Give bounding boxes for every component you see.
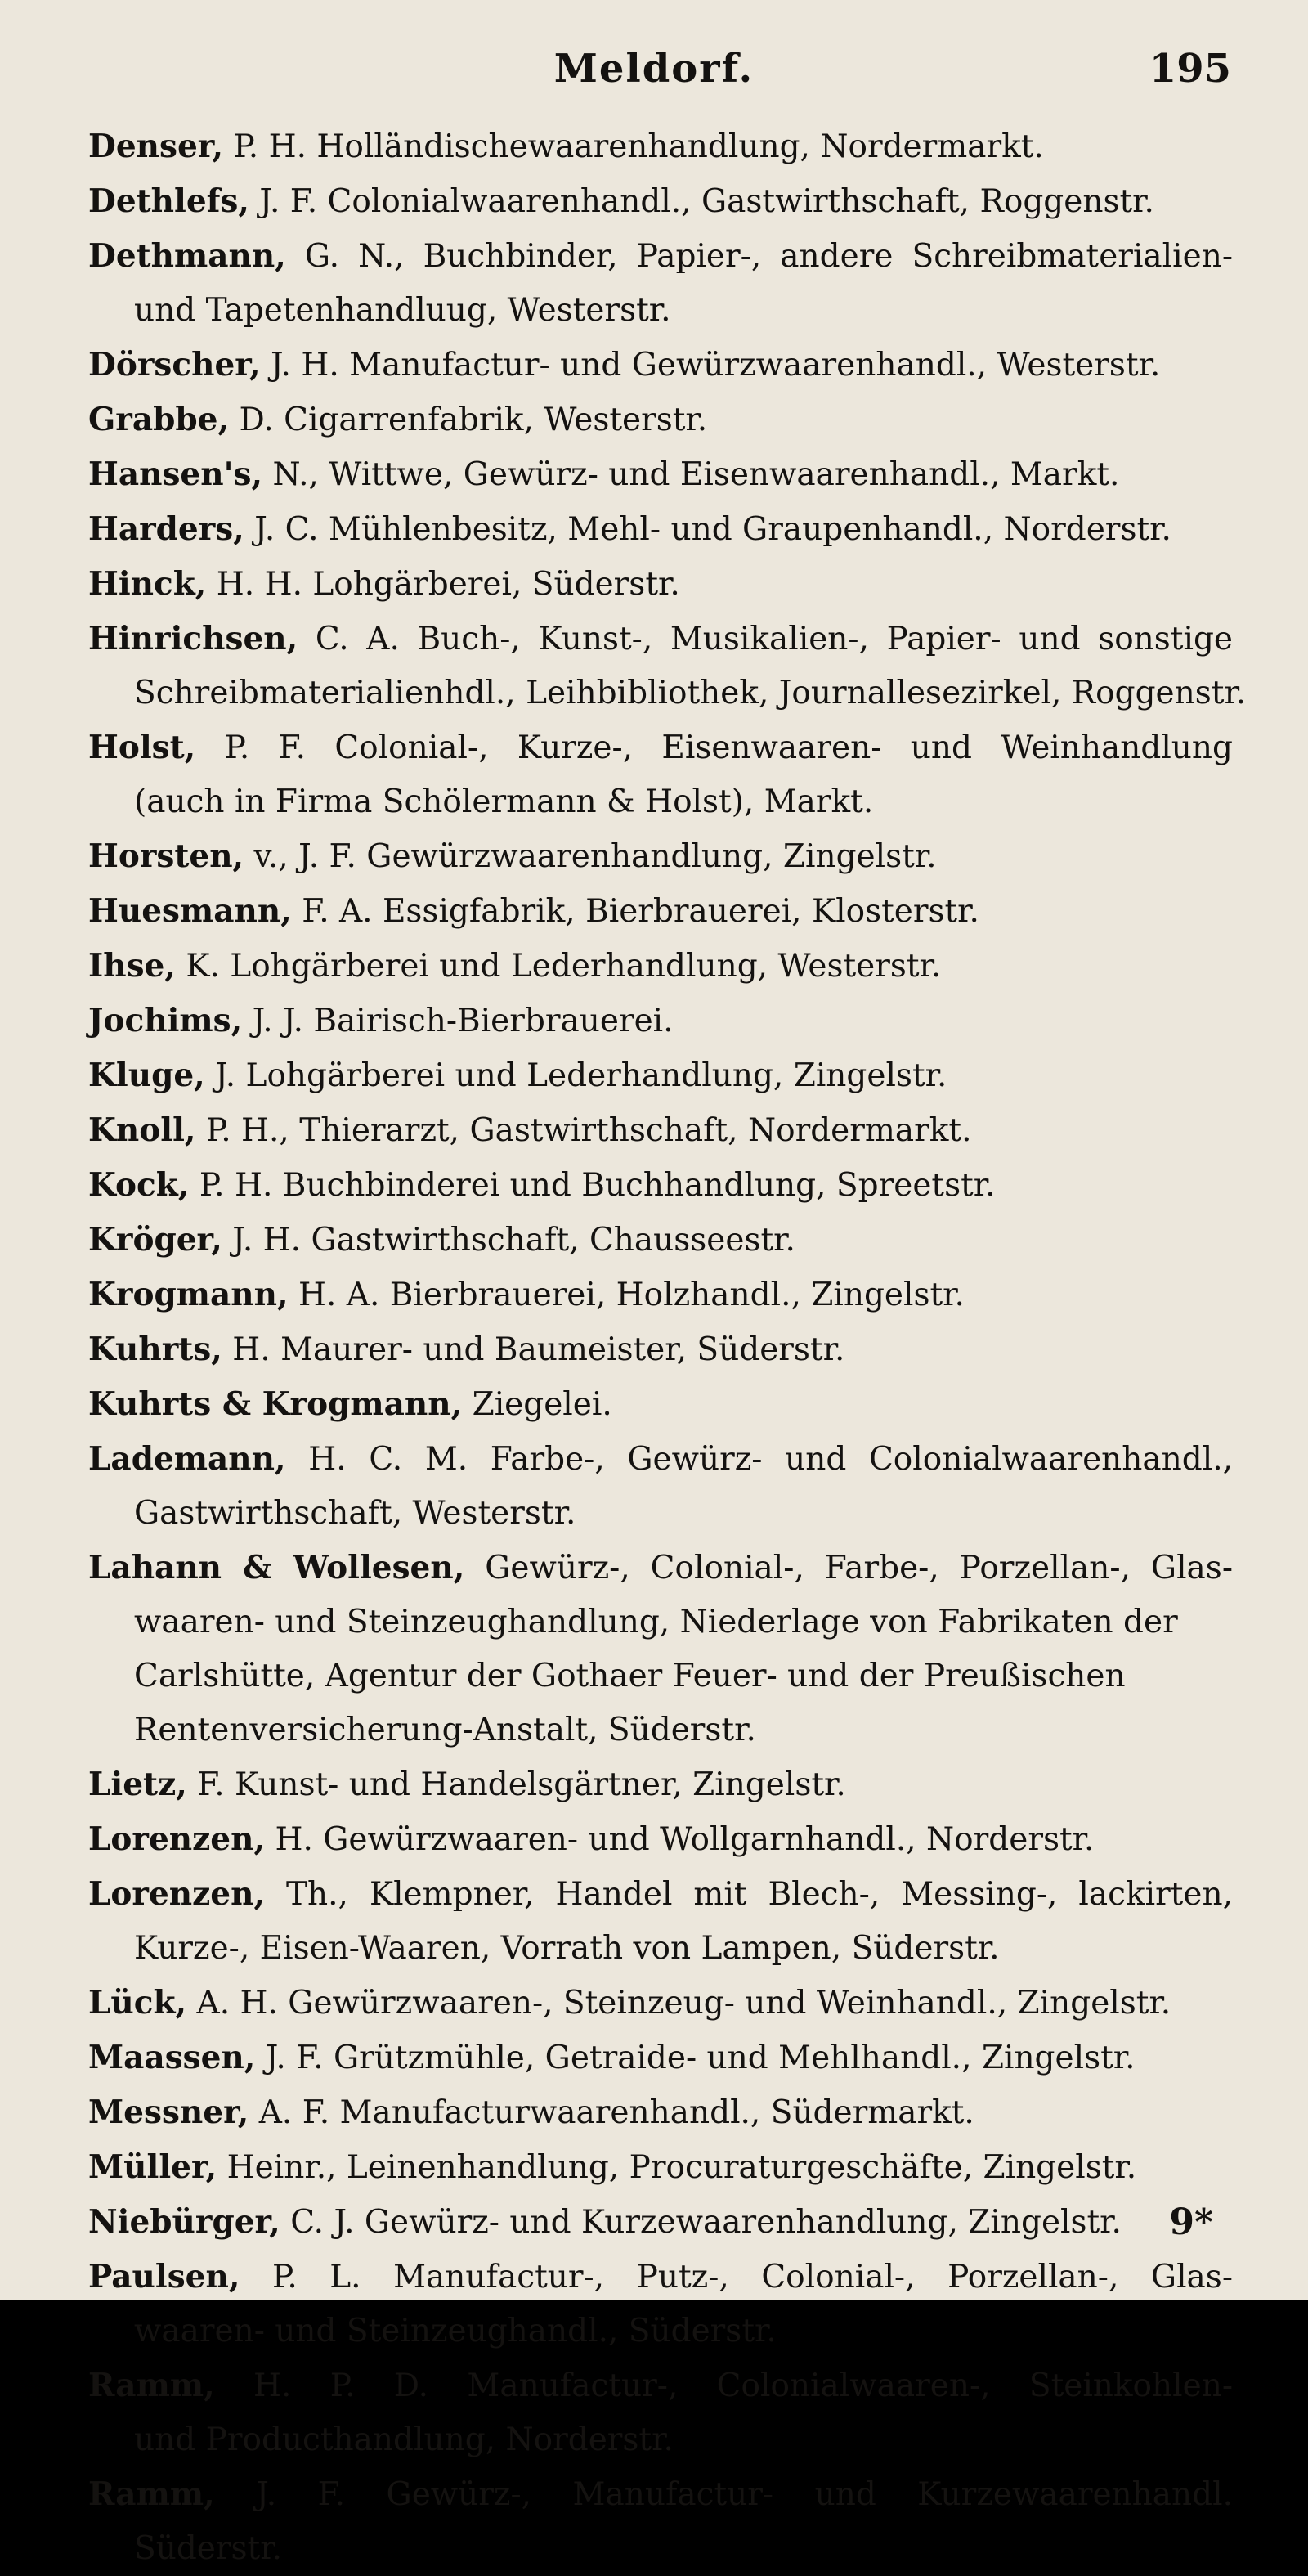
- entry-first-line: [88, 1103, 1233, 1158]
- entry-description: J. Lohgärberei und Lederhandlung, Zingelstr.: [215, 1057, 947, 1094]
- page-header: [0, 46, 1308, 103]
- entry-first-line: [88, 1867, 1233, 1922]
- entry-continuation-line: Schreibmaterialienhdl., Leihbibliothek, Journallesezirkel, Roggenstr.: [134, 675, 1247, 711]
- entry-description: C. J. Gewürz- und Kurzewaarenhandlung, Zingelstr.: [290, 2204, 1122, 2241]
- entry-description: A. F. Manufacturwaarenhandl., Südermarkt.: [258, 2094, 974, 2131]
- directory-entry: [88, 1432, 1233, 1541]
- directory-entry: [88, 2140, 1233, 2195]
- directory-entry: [88, 2085, 1233, 2140]
- directory-entry: [88, 2250, 1233, 2358]
- entry-first-line: [88, 1757, 1233, 1812]
- entry-description: Th., Klempner, Handel mit Blech-, Messing-, lackirten,: [286, 1876, 1233, 1913]
- entry-continuation-line: Carlshütte, Agentur der Gothaer Feuer- und der Preußischen: [134, 1658, 1126, 1694]
- directory-entry: [88, 1867, 1233, 1976]
- directory-entry: [88, 393, 1233, 447]
- entry-description: C. A. Buch-, Kunst-, Musikalien-, Papier- und sonstige: [315, 621, 1233, 657]
- directory-entry: [88, 1757, 1233, 1812]
- entry-name: Müller,: [88, 2148, 217, 2186]
- entry-description: v., J. F. Gewürzwaarenhandlung, Zingelstr.: [253, 838, 937, 875]
- directory-entry: [88, 2031, 1233, 2085]
- entry-first-line: [88, 1213, 1233, 1268]
- entry-description: H. A. Bierbrauerei, Holzhandl., Zingelstr.: [298, 1277, 965, 1313]
- entry-name: Lademann,: [88, 1440, 286, 1478]
- entry-description: H. C. M. Farbe-, Gewürz- und Colonialwaarenhandl.,: [308, 1441, 1233, 1478]
- entry-name: Lahann & Wollesen,: [88, 1549, 465, 1586]
- entry-continuation-line: und Tapetenhandluug, Westerstr.: [134, 292, 671, 329]
- entry-first-line: [88, 1812, 1233, 1867]
- entry-name: Kluge,: [88, 1057, 205, 1094]
- entry-description: J. H. Manufactur- und Gewürzwaarenhandl., Westerstr.: [270, 347, 1161, 384]
- entry-name: Paulsen,: [88, 2258, 240, 2296]
- entry-continuation-line: Gastwirthschaft, Westerstr.: [134, 1495, 576, 1532]
- entry-description: Gewürz-, Colonial-, Farbe-, Porzellan-, Glas-: [485, 1550, 1233, 1586]
- directory-entry: [88, 119, 1233, 174]
- entry-first-line: [88, 1976, 1233, 2031]
- entry-first-line: [88, 884, 1233, 939]
- entry-name: Dethmann,: [88, 237, 286, 275]
- directory-entry: [88, 1377, 1233, 1432]
- entry-name: Dethlefs,: [88, 182, 249, 220]
- directory-entry: [88, 1541, 1233, 1757]
- entry-name: Harders,: [88, 510, 244, 548]
- entry-description: H. Maurer- und Baumeister, Süderstr.: [232, 1331, 845, 1368]
- entry-first-line: [88, 229, 1233, 284]
- directory-entry: [88, 1213, 1233, 1268]
- directory-entry: [88, 720, 1233, 829]
- entry-description: H. Gewürzwaaren- und Wollgarnhandl., Norderstr.: [275, 1821, 1095, 1858]
- entry-description: J. F. Grützmühle, Getraide- und Mehlhandl., Zingelstr.: [265, 2040, 1136, 2076]
- directory-entry: [88, 338, 1233, 393]
- signature-mark: 9*: [1169, 2201, 1213, 2243]
- entry-description: H. P. D. Manufactur-, Colonialwaaren-, Steinkohlen-: [253, 2367, 1234, 2404]
- directory-entry: [88, 1158, 1233, 1213]
- directory-entry: [88, 2358, 1233, 2467]
- entry-first-line: [88, 1158, 1233, 1213]
- entry-description: P. H. Holländischewaarenhandlung, Nordermarkt.: [233, 128, 1044, 165]
- directory-entry: [88, 829, 1233, 884]
- entry-continuation-line: und Producthandlung, Norderstr.: [134, 2421, 674, 2458]
- entry-description: D. Cigarrenfabrik, Westerstr.: [239, 402, 708, 438]
- entry-name: Grabbe,: [88, 401, 230, 438]
- entry-first-line: [88, 1048, 1233, 1103]
- entry-first-line: [88, 1377, 1233, 1432]
- entry-name: Horsten,: [88, 837, 244, 875]
- entry-continuation-line: Kurze-, Eisen-Waaren, Vorrath von Lampen, Süderstr.: [134, 1930, 1000, 1967]
- entry-description: P. H. Buchbinderei und Buchhandlung, Spreetstr.: [199, 1167, 996, 1204]
- entry-description: J. H. Gastwirthschaft, Chausseestr.: [232, 1222, 795, 1259]
- entry-first-line: [88, 119, 1233, 174]
- entry-name: Kuhrts,: [88, 1331, 222, 1368]
- page-number: 195: [1149, 46, 1231, 92]
- entry-description: J. C. Mühlenbesitz, Mehl- und Graupenhandl., Norderstr.: [254, 511, 1171, 548]
- entry-name: Kuhrts & Krogmann,: [88, 1385, 463, 1423]
- entry-first-line: [88, 1432, 1233, 1487]
- entry-name: Kröger,: [88, 1221, 222, 1259]
- entry-description: Heinr., Leinenhandlung, Procuraturgeschäfte, Zingelstr.: [226, 2149, 1137, 2186]
- entry-description: F. Kunst- und Handelsgärtner, Zingelstr.: [197, 1766, 846, 1803]
- directory-entry: [88, 502, 1233, 557]
- directory-entry: [88, 1322, 1233, 1377]
- entry-name: Huesmann,: [88, 892, 292, 930]
- entry-description: A. H. Gewürzwaaren-, Steinzeug- und Weinhandl., Zingelstr.: [196, 1985, 1171, 2022]
- entry-description: J. F. Colonialwaarenhandl., Gastwirthschaft, Roggenstr.: [259, 183, 1154, 220]
- entry-first-line: [88, 393, 1233, 447]
- directory-entry: [88, 447, 1233, 502]
- entry-description: F. A. Essigfabrik, Bierbrauerei, Klosterstr.: [302, 893, 979, 930]
- entry-first-line: [88, 174, 1233, 229]
- entry-name: Dörscher,: [88, 346, 261, 384]
- directory-entry: [88, 1812, 1233, 1867]
- entry-name: Niebürger,: [88, 2203, 280, 2241]
- entry-first-line: [88, 1268, 1233, 1322]
- entry-name: Kock,: [88, 1166, 190, 1204]
- entry-name: Ramm,: [88, 2367, 215, 2404]
- entry-name: Hansen's,: [88, 456, 263, 493]
- entry-continuation-line: waaren- und Steinzeughandl., Süderstr.: [134, 2313, 777, 2349]
- entry-name: Knoll,: [88, 1111, 196, 1149]
- entry-name: Maassen,: [88, 2039, 256, 2076]
- entry-description: G. N., Buchbinder, Papier-, andere Schreibmaterialien-: [304, 238, 1233, 275]
- entry-name: Jochims,: [88, 1002, 243, 1039]
- entry-first-line: [88, 2140, 1233, 2195]
- entry-name: Lück,: [88, 1984, 187, 2022]
- entry-description: J. F. Gewürz-, Manufactur- und Kurzewaarenhandl.: [256, 2476, 1233, 2513]
- entry-description: Ziegelei.: [472, 1386, 612, 1423]
- directory-entry: [88, 2467, 1233, 2576]
- entry-first-line: [88, 557, 1233, 612]
- entry-first-line: [88, 994, 1233, 1048]
- entry-description: H. H. Lohgärberei, Süderstr.: [216, 566, 680, 603]
- entry-description: P. L. Manufactur-, Putz-, Colonial-, Porzellan-, Glas-: [271, 2259, 1233, 2296]
- entry-description: P. F. Colonial-, Kurze-, Eisenwaaren- und Weinhandlung: [224, 729, 1233, 766]
- entry-first-line: [88, 2250, 1233, 2304]
- entry-name: Lietz,: [88, 1766, 187, 1803]
- entry-first-line: [88, 2467, 1233, 2522]
- directory-entry: [88, 2195, 1233, 2250]
- directory-entry: [88, 174, 1233, 229]
- entry-description: N., Wittwe, Gewürz- und Eisenwaarenhandl., Markt.: [272, 456, 1120, 493]
- entry-name: Messner,: [88, 2094, 249, 2131]
- directory-entry: [88, 994, 1233, 1048]
- entry-name: Ihse,: [88, 947, 176, 985]
- entry-first-line: [88, 2085, 1233, 2140]
- directory-entry: [88, 557, 1233, 612]
- directory-entry: [88, 612, 1247, 720]
- entry-name: Lorenzen,: [88, 1875, 266, 1913]
- entry-continuation-line: waaren- und Steinzeughandlung, Niederlage von Fabrikaten der: [134, 1604, 1178, 1640]
- entry-first-line: [88, 502, 1233, 557]
- entry-name: Holst,: [88, 729, 196, 766]
- entry-first-line: [88, 1322, 1233, 1377]
- entry-continuation-line: Süderstr.: [134, 2530, 282, 2567]
- entry-continuation-line: (auch in Firma Schölermann & Holst), Markt.: [134, 783, 874, 820]
- entry-name: Hinrichsen,: [88, 620, 298, 657]
- entry-first-line: [88, 1541, 1233, 1595]
- entry-first-line: [88, 720, 1233, 775]
- directory-entry-list: [88, 119, 1247, 2576]
- entry-name: Hinck,: [88, 565, 207, 603]
- entry-continuation-line: Rentenversicherung-Anstalt, Süderstr.: [134, 1712, 756, 1748]
- directory-entry: [88, 1976, 1233, 2031]
- entry-first-line: [88, 939, 1233, 994]
- directory-entry: [88, 1048, 1233, 1103]
- entry-description: P. H., Thierarzt, Gastwirthschaft, Nordermarkt.: [205, 1112, 972, 1149]
- running-title: Meldorf.: [553, 46, 755, 92]
- entry-name: Ramm,: [88, 2475, 215, 2513]
- entry-first-line: [88, 338, 1233, 393]
- entry-name: Krogmann,: [88, 1276, 289, 1313]
- entry-name: Lorenzen,: [88, 1820, 266, 1858]
- directory-entry: [88, 939, 1233, 994]
- directory-entry: [88, 229, 1233, 338]
- entry-first-line: [88, 612, 1233, 666]
- entry-description: J. J. Bairisch-Bierbrauerei.: [252, 1003, 674, 1039]
- entry-first-line: [88, 2031, 1233, 2085]
- directory-entry: [88, 884, 1233, 939]
- entry-first-line: [88, 447, 1233, 502]
- entry-name: Denser,: [88, 128, 224, 165]
- entry-description: K. Lohgärberei und Lederhandlung, Westerstr.: [186, 948, 942, 985]
- entry-first-line: [88, 829, 1233, 884]
- entry-first-line: [88, 2195, 1233, 2250]
- entry-first-line: [88, 2358, 1233, 2413]
- directory-entry: [88, 1103, 1233, 1158]
- directory-entry: [88, 1268, 1233, 1322]
